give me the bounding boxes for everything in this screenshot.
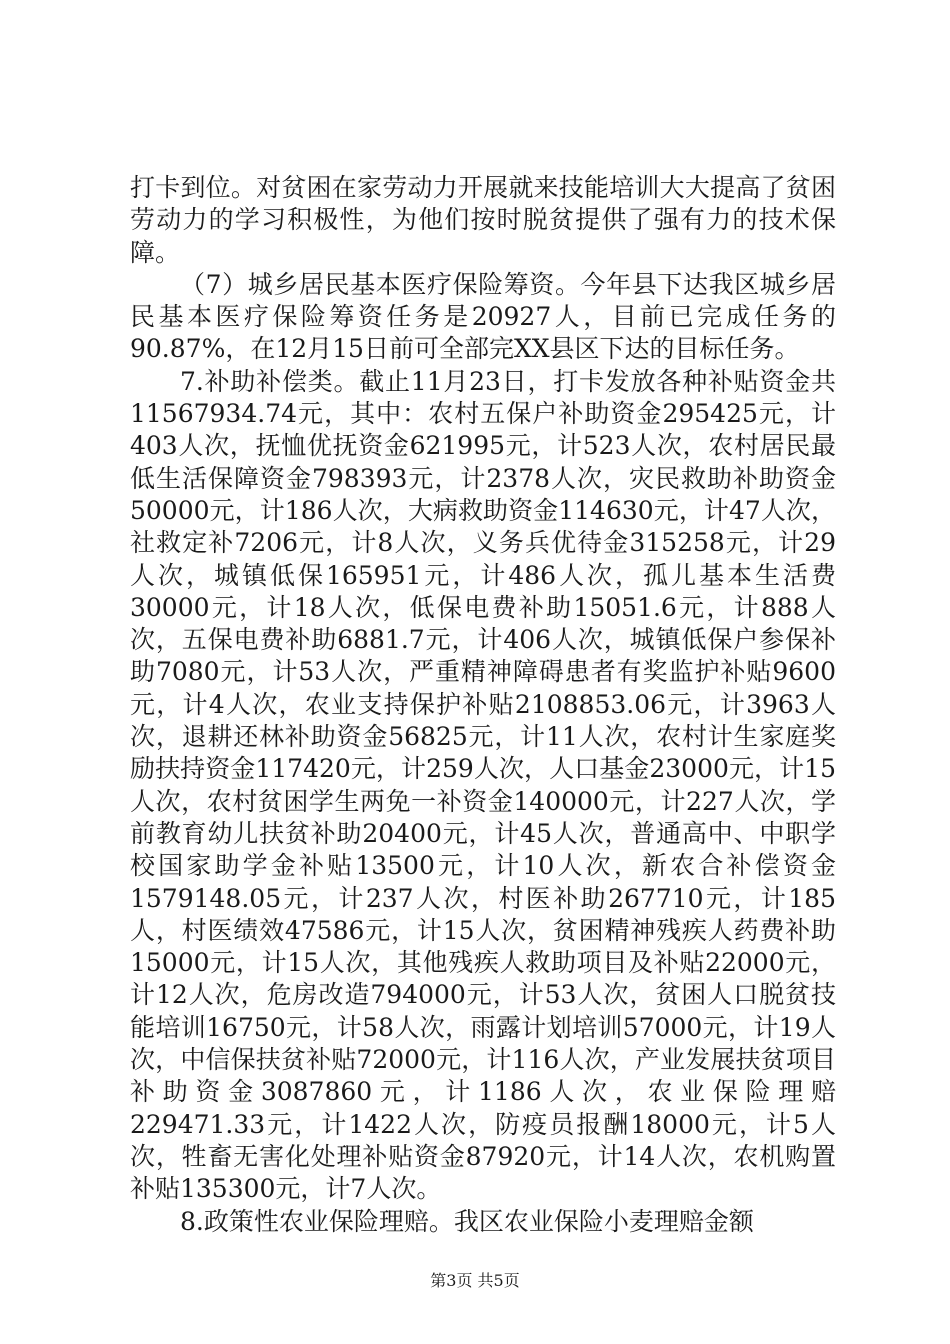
paragraph-subsidies: 7.补助补偿类。截止11月23日，打卡发放各种补贴资金共11567934.74元，其中：农村五保户补助资金295425元，计403人次，抚恤优抚资金621995元，计523人次，农村居民最低生活保障资金798393元，计2378人次，灾民救助补助资金50000元，计186人次，大病救助资金114630元，计47人次，社救定补7206元，计8人次，义务兵优待金315258元，计29人次，城镇低保165951元，计486人次，孤儿基本生活费30000元，计18人次，低保电费补助15051.6元，计888人次，五保电费补助6881.7元，计406人次，城镇低保户参保补助7080元，计53人次，严重精神障碍患者有奖监护补贴9600元，计4人次，农业支持保护补贴2108853.06元，计3963人次，退耕还林补助资金56825元，计11人次，农村计生家庭奖励扶持资金117420元，计259人次，人口基金23000元，计15人次，农村贫困学生两免一补资金140000元，计227人次，学前教育幼儿扶贫补助20400元，计45人次，普通高中、中职学校国家助学金补贴13500元，计10人次，新农合补偿资金1579148.05元，计237人次，村医补助267710元，计185人，村医绩效47586元，计15人次，贫困精神残疾人药费补助15000元，计15人次，其他残疾人救助项目及补贴22000元，计12人次，危房改造794000元，计53人次，贫困人口脱贫技能培训16750元，计58人次，雨露计划培训57000元，计19人次，中信保扶贫补贴72000元，计116人次，产业发展扶贫项目补助资金3087860元，计1186人次，农业保险理赔229471.33元，计1422人次，防疫员报酬18000元，计5人次，牲畜无害化处理补贴资金87920元，计14人次，农机购置补贴135300元，计7人次。: [130, 366, 836, 1204]
page-number-label: 第3页 共5页: [430, 1271, 520, 1290]
paragraph-poverty-training: 打卡到位。对贫困在家劳动力开展就来技能培训大大提高了贫困劳动力的学习积极性，为他们按时脱贫提供了强有力的技术保障。: [130, 173, 836, 267]
page-footer: [0, 1271, 950, 1291]
paragraph-agricultural-insurance: 8.政策性农业保险理赔。我区农业保险小麦理赔金额: [180, 1206, 754, 1236]
paragraph-medical-insurance: （7）城乡居民基本医疗保险筹资。今年县下达我区城乡居民基本医疗保险筹资任务是20927人，目前已完成任务的90.87%，在12月15日前可全部完XX县区下达的目标任务。: [130, 269, 836, 364]
document-body: [130, 172, 836, 1238]
